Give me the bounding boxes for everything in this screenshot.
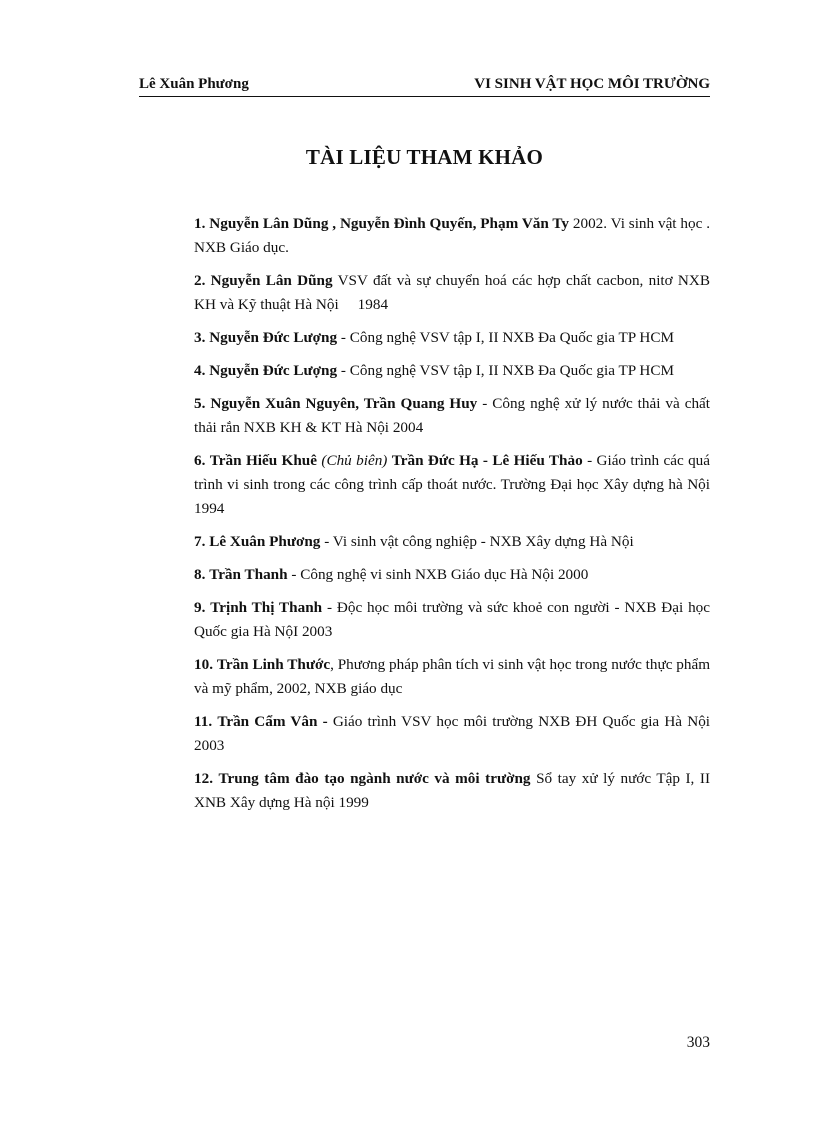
reference-text: - Công nghệ VSV tập I, II NXB Đa Quốc gia TP HCM xyxy=(337,362,675,379)
reference-authors: Nguyễn Xuân Nguyên, Trần Quang Huy xyxy=(210,395,478,412)
reference-item xyxy=(194,449,710,521)
reference-number: 2. xyxy=(194,272,206,289)
reference-text: - Vi sinh vật công nghiệp - NXB Xây dựng Hà Nội xyxy=(320,533,634,550)
reference-number: 5. xyxy=(194,395,206,412)
page-title: TÀI LIỆU THAM KHẢO xyxy=(305,145,544,169)
reference-number: 8. xyxy=(194,566,206,583)
reference-text: Giáo trình VSV học môi trường NXB ĐH Quốc gia Hà Nội 2003 xyxy=(194,713,711,754)
header-rule xyxy=(139,96,710,97)
reference-number: 4. xyxy=(194,362,206,379)
reference-item xyxy=(194,359,710,383)
reference-item xyxy=(194,212,710,260)
reference-text: , Phương pháp phân tích vi sinh vật học trong nước thực phẩm và mỹ phẩm, 2002, NXB giáo dục xyxy=(194,656,711,697)
reference-authors: Trịnh Thị Thanh xyxy=(210,599,323,616)
reference-text: - Giáo trình các quá trình vi sinh trong các công trình cấp thoát nước. Trường Đại học Xây dựng hà Nội 1994 xyxy=(194,452,711,517)
reference-text: VSV đất và sự chuyển hoá các hợp chất cacbon, nitơ NXB KH và Kỹ thuật Hà Nội 1984 xyxy=(194,272,714,313)
reference-number: 6. xyxy=(194,452,206,469)
reference-text: - Độc học môi trường và sức khoẻ con người - NXB Đại học Quốc gia Hà NộI 2003 xyxy=(194,599,711,640)
reference-item xyxy=(194,767,710,815)
reference-item xyxy=(194,653,710,701)
reference-authors: Trần Linh Thước xyxy=(216,656,331,673)
reference-authors: Nguyễn Lân Dũng xyxy=(210,272,333,289)
page-number: 303 xyxy=(686,1034,710,1051)
reference-authors: Nguyễn Lân Dũng , Nguyễn Đình Quyến, Phạm Văn Ty xyxy=(209,215,570,232)
reference-coauthors: Trần Đức Hạ - Lê Hiếu Thảo xyxy=(391,452,583,469)
reference-text: Sổ tay xử lý nước Tập I, II XNB Xây dựng Hà nội 1999 xyxy=(194,770,710,811)
reference-list xyxy=(194,212,714,824)
header-author: Lê Xuân Phương xyxy=(139,76,249,92)
reference-number: 3. xyxy=(194,329,206,346)
reference-text: - Công nghệ vi sinh NXB Giáo dục Hà Nội 2000 xyxy=(287,566,589,583)
reference-authors: Trần Hiếu Khuê xyxy=(209,452,317,469)
reference-number: 10. xyxy=(194,656,213,673)
reference-item xyxy=(194,563,710,587)
reference-item xyxy=(194,392,710,440)
reference-number: 12. xyxy=(194,770,213,787)
reference-item xyxy=(194,710,710,758)
reference-text: 2002. Vi sinh vật học . NXB Giáo dục. xyxy=(194,215,710,256)
reference-item xyxy=(194,530,710,554)
reference-item xyxy=(194,596,710,644)
reference-authors: Nguyễn Đức Lượng xyxy=(209,329,338,346)
reference-text: - Công nghệ xử lý nước thải và chất thải rắn NXB KH & KT Hà Nội 2004 xyxy=(194,395,711,436)
reference-authors: Nguyễn Đức Lượng xyxy=(209,362,338,379)
reference-item xyxy=(194,269,714,317)
reference-number: 9. xyxy=(194,599,206,616)
reference-editor-note: (Chủ biên) xyxy=(317,452,392,469)
reference-number: 7. xyxy=(194,533,206,550)
reference-authors: Lê Xuân Phương xyxy=(209,533,321,550)
reference-number: 1. xyxy=(194,215,206,232)
reference-number: 11. xyxy=(194,713,213,730)
running-header xyxy=(139,76,710,93)
reference-item xyxy=(194,326,710,350)
reference-authors: Trung tâm đào tạo ngành nước và môi trường xyxy=(218,770,531,787)
reference-authors: Trần Cẩm Vân - xyxy=(217,713,328,730)
reference-authors: Trần Thanh xyxy=(209,566,288,583)
header-book-title: VI SINH VẬT HỌC MÔI TRƯỜNG xyxy=(474,76,710,92)
reference-text: - Công nghệ VSV tập I, II NXB Đa Quốc gia TP HCM xyxy=(337,329,675,346)
